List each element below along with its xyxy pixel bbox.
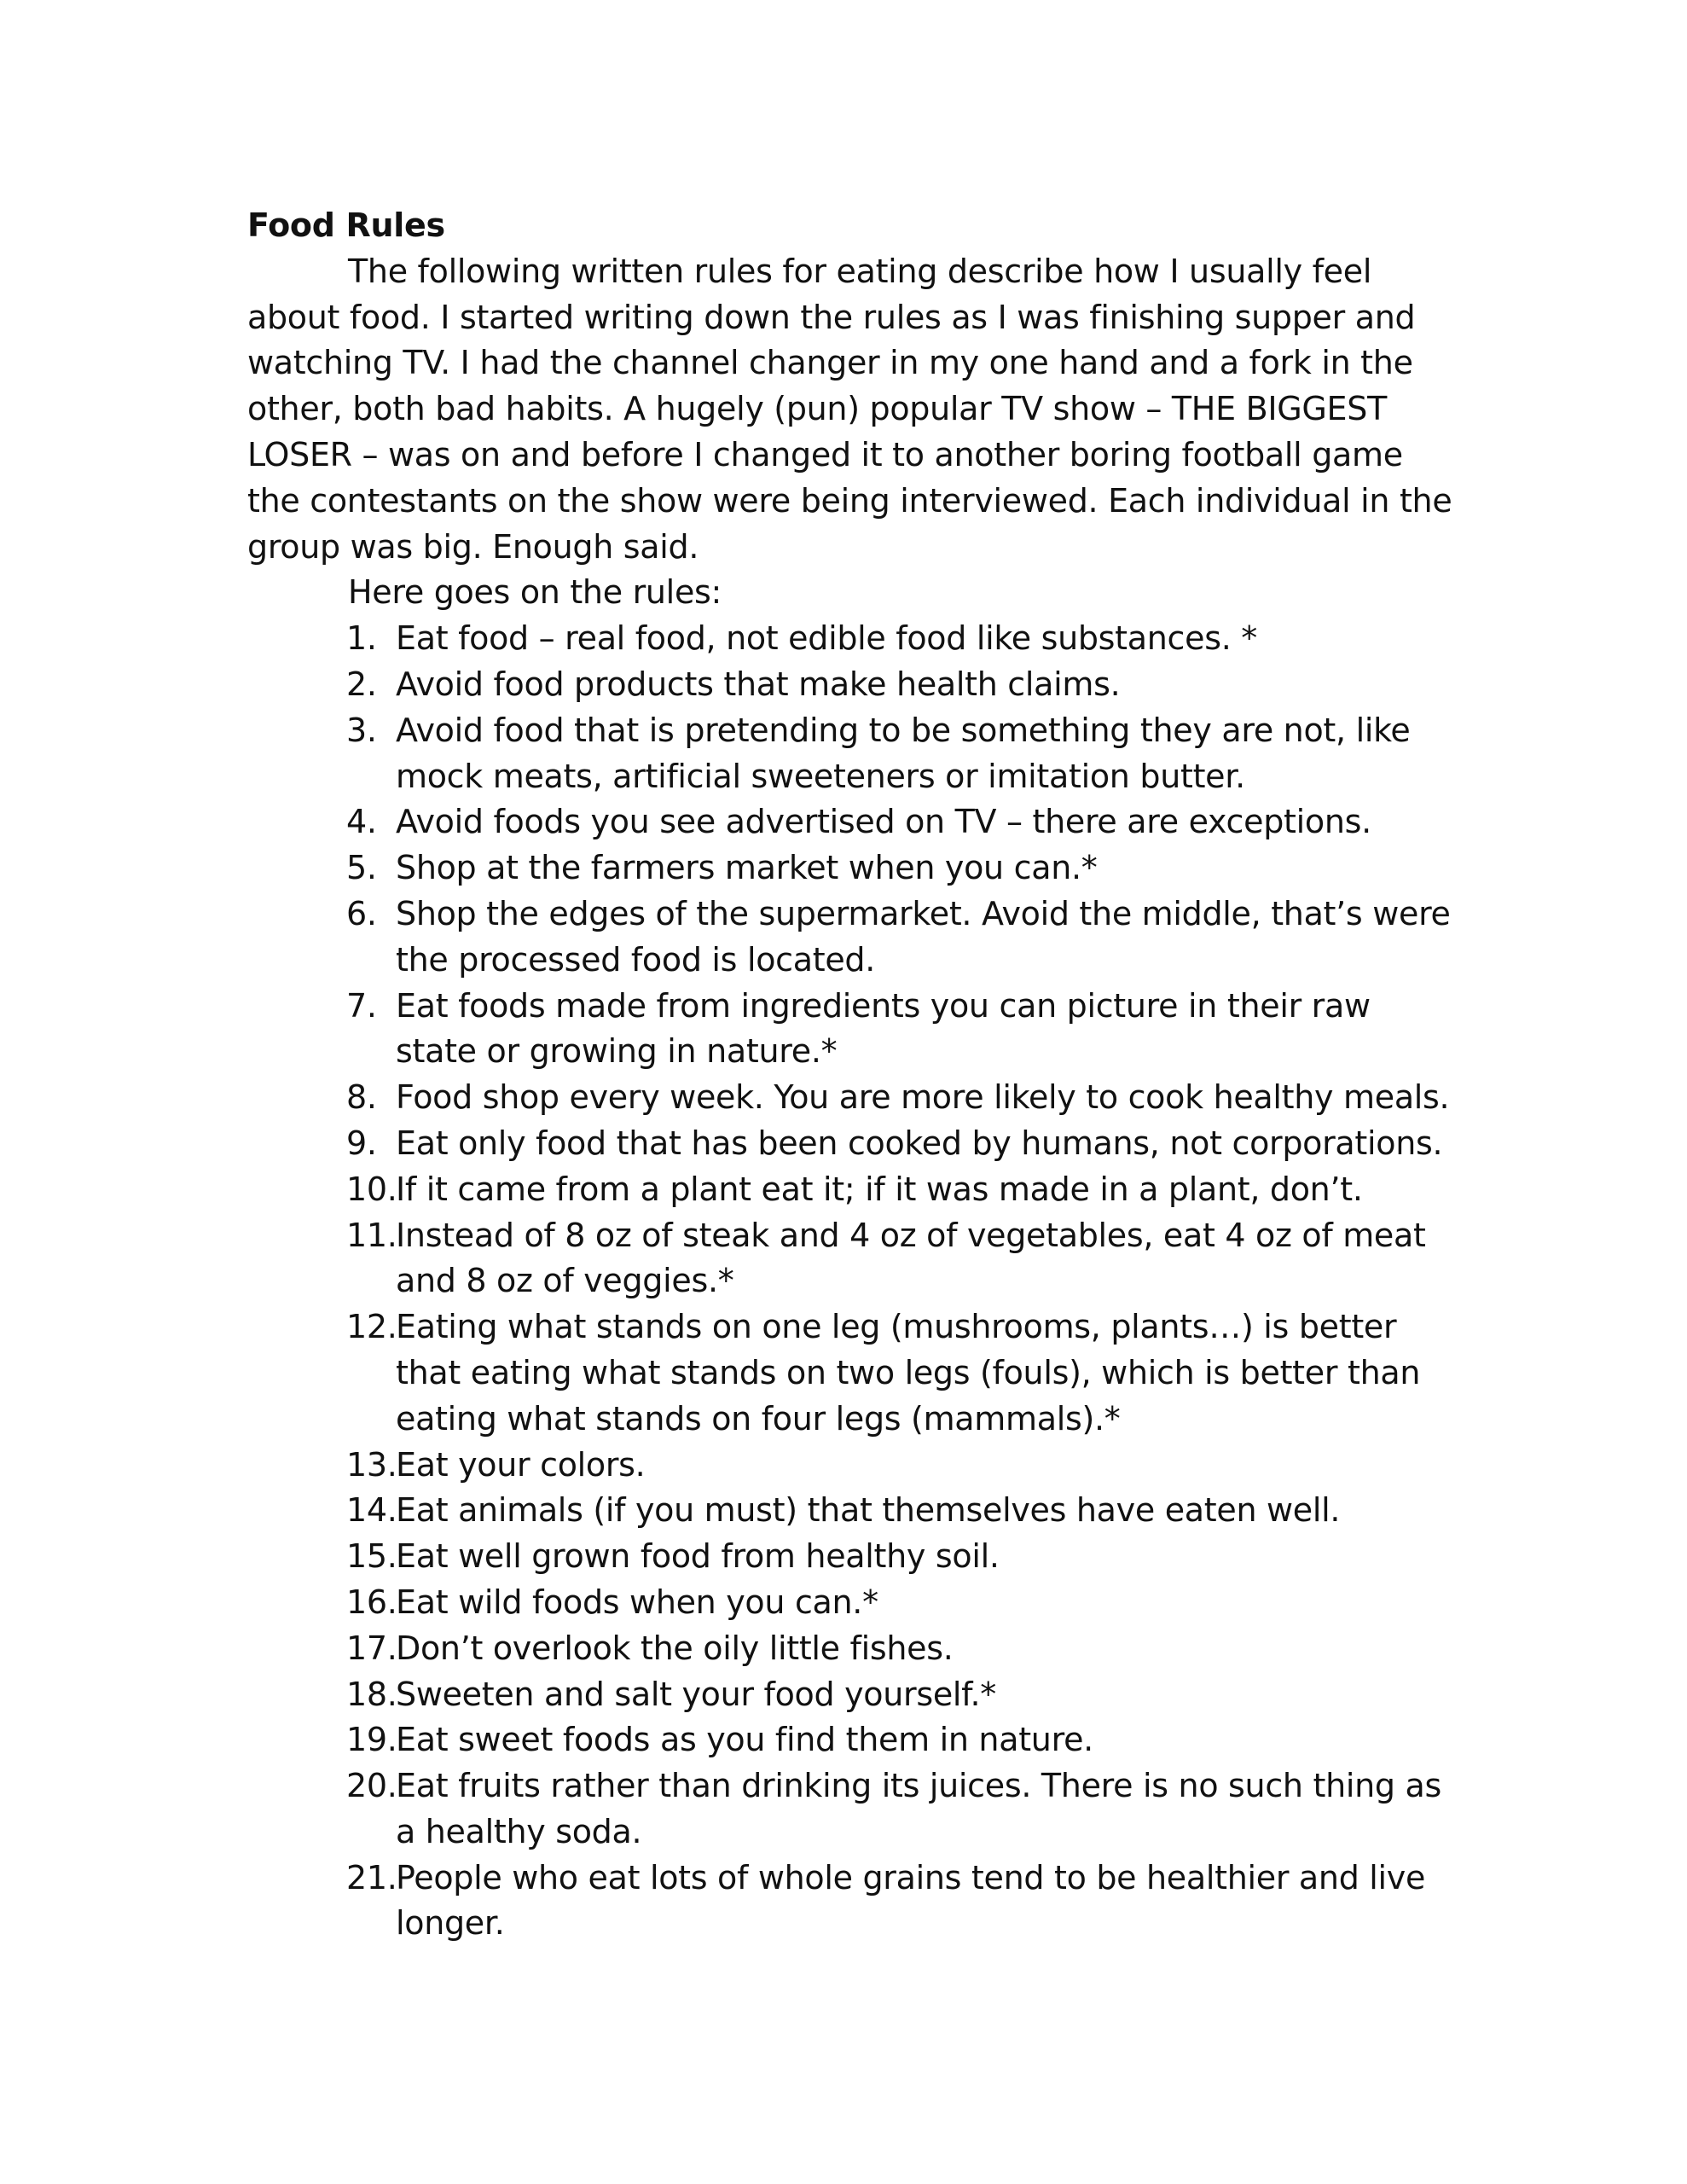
rule-item: [247, 1304, 1458, 1442]
rule-number: 9.: [346, 1124, 377, 1162]
rule-item: [247, 1580, 1458, 1626]
rule-item: [247, 1075, 1458, 1121]
rule-number: 5.: [346, 849, 377, 887]
rule-text: Avoid food that is pretending to be something they are not, like mock meats, artificial sweeteners or imitation butter.: [396, 711, 1411, 795]
rule-item: [247, 1626, 1458, 1672]
rule-item: [247, 1443, 1458, 1489]
rule-item: [247, 845, 1458, 892]
rule-item: [247, 799, 1458, 845]
rule-text: Avoid foods you see advertised on TV – there are exceptions.: [396, 803, 1371, 841]
rule-text: Eat only food that has been cooked by humans, not corporations.: [396, 1124, 1443, 1162]
document-page: [247, 203, 1458, 1947]
rule-text: Eat well grown food from healthy soil.: [396, 1537, 1000, 1576]
rule-number: 10.: [346, 1170, 397, 1208]
rule-text: Eat your colors.: [396, 1445, 646, 1484]
rule-number: 2.: [346, 665, 377, 703]
rule-number: 3.: [346, 711, 377, 749]
rule-number: 13.: [346, 1445, 397, 1484]
rule-number: 4.: [346, 803, 377, 841]
rule-text: Eat foods made from ingredients you can picture in their raw state or growing in nature.*: [396, 986, 1371, 1071]
rule-number: 21.: [346, 1858, 397, 1896]
rule-text: Eat sweet foods as you find them in nature.: [396, 1721, 1093, 1759]
rule-number: 20.: [346, 1767, 397, 1805]
rule-item: [247, 1121, 1458, 1167]
rule-number: 6.: [346, 894, 377, 932]
rule-item: [247, 892, 1458, 984]
rule-number: 1.: [346, 619, 377, 658]
rule-number: 18.: [346, 1675, 397, 1713]
rule-text: Food shop every week. You are more likely to cook healthy meals.: [396, 1078, 1450, 1117]
rule-number: 11.: [346, 1216, 397, 1254]
rule-item: [247, 708, 1458, 800]
rule-item: [247, 1672, 1458, 1718]
rule-item: [247, 1856, 1458, 1948]
rules-list: [247, 616, 1458, 1947]
rule-item: [247, 1534, 1458, 1580]
rule-item: [247, 662, 1458, 708]
rule-item: [247, 1488, 1458, 1534]
rule-text: Eat food – real food, not edible food like substances. *: [396, 619, 1257, 658]
rule-item: [247, 1167, 1458, 1213]
rule-number: 17.: [346, 1629, 397, 1667]
rule-item: [247, 616, 1458, 662]
rule-text: People who eat lots of whole grains tend to be healthier and live longer.: [396, 1858, 1426, 1943]
rule-text: Shop at the farmers market when you can.*: [396, 849, 1098, 887]
rule-text: Eating what stands on one leg (mushrooms, plants…) is better that eating what stands on two legs (fouls), which is better than eating what stands on four legs (mammals).*: [396, 1308, 1421, 1438]
rule-text: Instead of 8 oz of steak and 4 oz of vegetables, eat 4 oz of meat and 8 oz of veggies.*: [396, 1216, 1426, 1300]
rule-text: If it came from a plant eat it; if it was made in a plant, don’t.: [396, 1170, 1363, 1208]
rule-text: Don’t overlook the oily little fishes.: [396, 1629, 954, 1667]
rule-item: [247, 1213, 1458, 1305]
rule-number: 15.: [346, 1537, 397, 1576]
rule-text: Shop the edges of the supermarket. Avoid the middle, that’s were the processed food is located.: [396, 894, 1451, 979]
rule-item: [247, 1763, 1458, 1856]
rule-number: 16.: [346, 1583, 397, 1621]
rule-number: 12.: [346, 1308, 397, 1346]
rules-lead: Here goes on the rules:: [348, 573, 722, 612]
rule-number: 19.: [346, 1721, 397, 1759]
intro-paragraph: The following written rules for eating describe how I usually feel about food. I started writing down the rules as I was finishing supper and watching TV. I had the channel changer in my one hand and a fork in the other, both bad habits. A hugely (pun) popular TV show – THE BIGGEST LOSER – was on and before I changed it to another boring football game the contestants on the show were being interviewed. Each individual in the group was big. Enough said.: [247, 252, 1452, 566]
rule-number: 8.: [346, 1078, 377, 1117]
rule-number: 7.: [346, 986, 377, 1025]
rule-text: Eat fruits rather than drinking its juices. There is no such thing as a healthy soda.: [396, 1767, 1442, 1850]
rule-text: Eat wild foods when you can.*: [396, 1583, 878, 1621]
rule-text: Sweeten and salt your food yourself.*: [396, 1675, 996, 1713]
rule-text: Eat animals (if you must) that themselves have eaten well.: [396, 1491, 1341, 1530]
rule-item: [247, 984, 1458, 1076]
rule-item: [247, 1717, 1458, 1763]
rule-number: 14.: [346, 1491, 397, 1530]
document-title: Food Rules: [247, 206, 445, 244]
rule-text: Avoid food products that make health claims.: [396, 665, 1121, 703]
